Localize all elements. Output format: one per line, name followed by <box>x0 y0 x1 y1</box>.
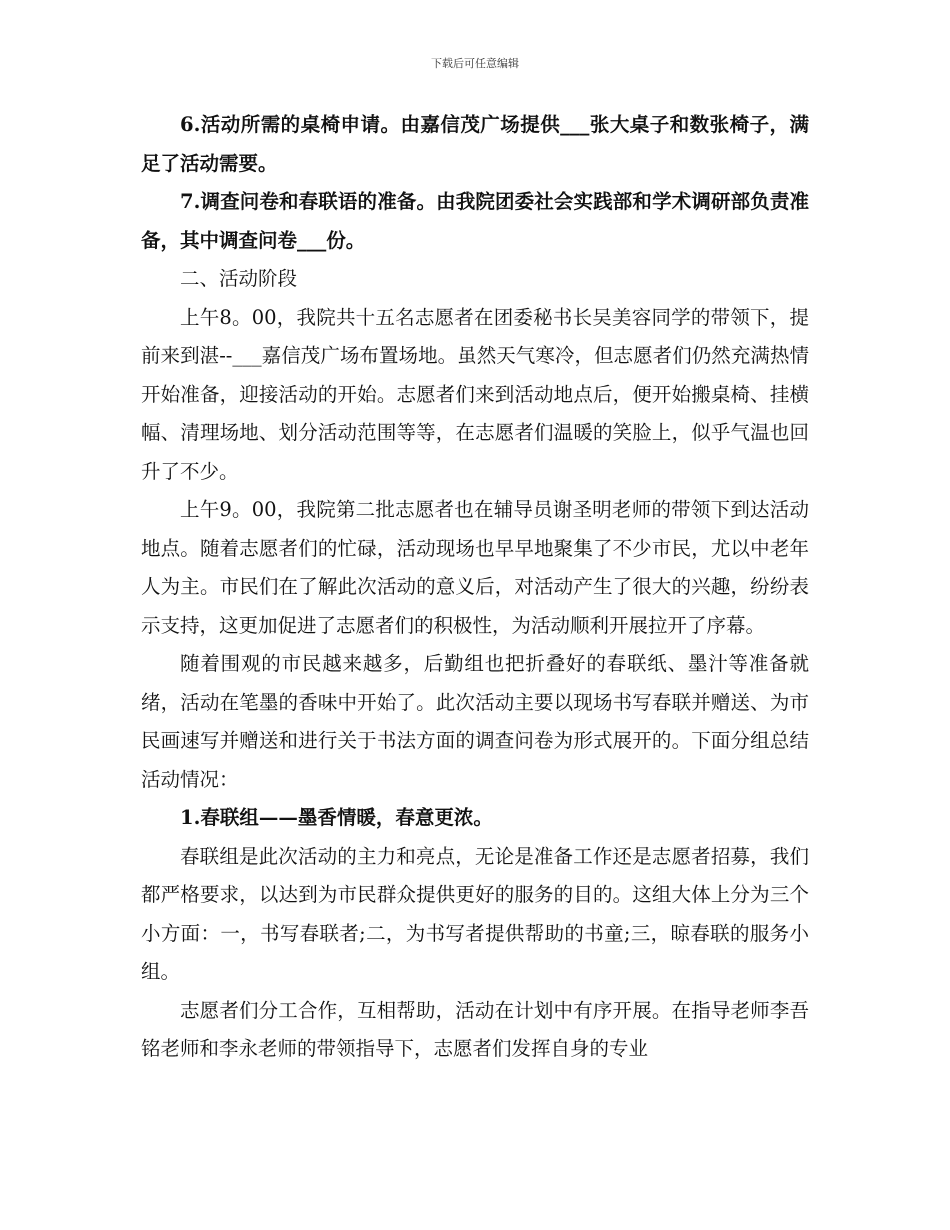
paragraph-morning-8am: 上午8。00，我院共十五名志愿者在团委秘书长吴美容同学的带领下，提前来到湛--___嘉信茂广场布置场地。虽然天气寒冷，但志愿者们仍然充满热情开始准备，迎接活动的开始。志愿者们来到活动地点后，便开始搬桌椅、挂横幅、清理场地、划分活动范围等等，在志愿者们温暖的笑脸上，似乎气温也回升了不少。 <box>141 305 809 483</box>
section-heading-activity-stage: 二、活动阶段 <box>180 267 298 290</box>
subheading-couplet-group: 1.春联组——墨香情暖，春意更浓。 <box>180 806 493 829</box>
paragraph-volunteer-cooperation: 志愿者们分工合作，互相帮助，活动在计划中有序开展。在指导老师李吾铭老师和李永老师的带领指导下，志愿者们发挥自身的专业 <box>141 998 809 1060</box>
document-body <box>141 106 809 1069</box>
page-header: 下载后可任意编辑 <box>431 57 519 70</box>
paragraph-activity-start: 随着围观的市民越来越多，后勤组也把折叠好的春联纸、墨汁等准备就绪，活动在笔墨的香味中开始了。此次活动主要以现场书写春联并赠送、为市民画速写并赠送和进行关于书法方面的调查问卷为形式展开的。下面分组总结活动情况： <box>141 652 809 791</box>
paragraph-couplet-group-intro: 春联组是此次活动的主力和亮点，无论是准备工作还是志愿者招募，我们都严格要求，以达到为市民群众提供更好的服务的目的。这组大体上分为三个小方面：一，书写春联者;二，为书写者提供帮助的书童;三，晾春联的服务小组。 <box>141 844 809 983</box>
paragraph-survey-preparation: 7.调查问卷和春联语的准备。由我院团委社会实践部和学术调研部负责准备，其中调查问卷___份。 <box>141 190 809 252</box>
paragraph-desk-request: 6.活动所需的桌椅申请。由嘉信茂广场提供___张大桌子和数张椅子，满足了活动需要。 <box>141 113 809 175</box>
paragraph-morning-9am: 上午9。00，我院第二批志愿者也在辅导员谢圣明老师的带领下到达活动地点。随着志愿者们的忙碌，活动现场也早早地聚集了不少市民，尤以中老年人为主。市民们在了解此次活动的意义后，对活动产生了很大的兴趣，纷纷表示支持，这更加促进了志愿者们的积极性，为活动顺利开展拉开了序幕。 <box>141 498 809 637</box>
